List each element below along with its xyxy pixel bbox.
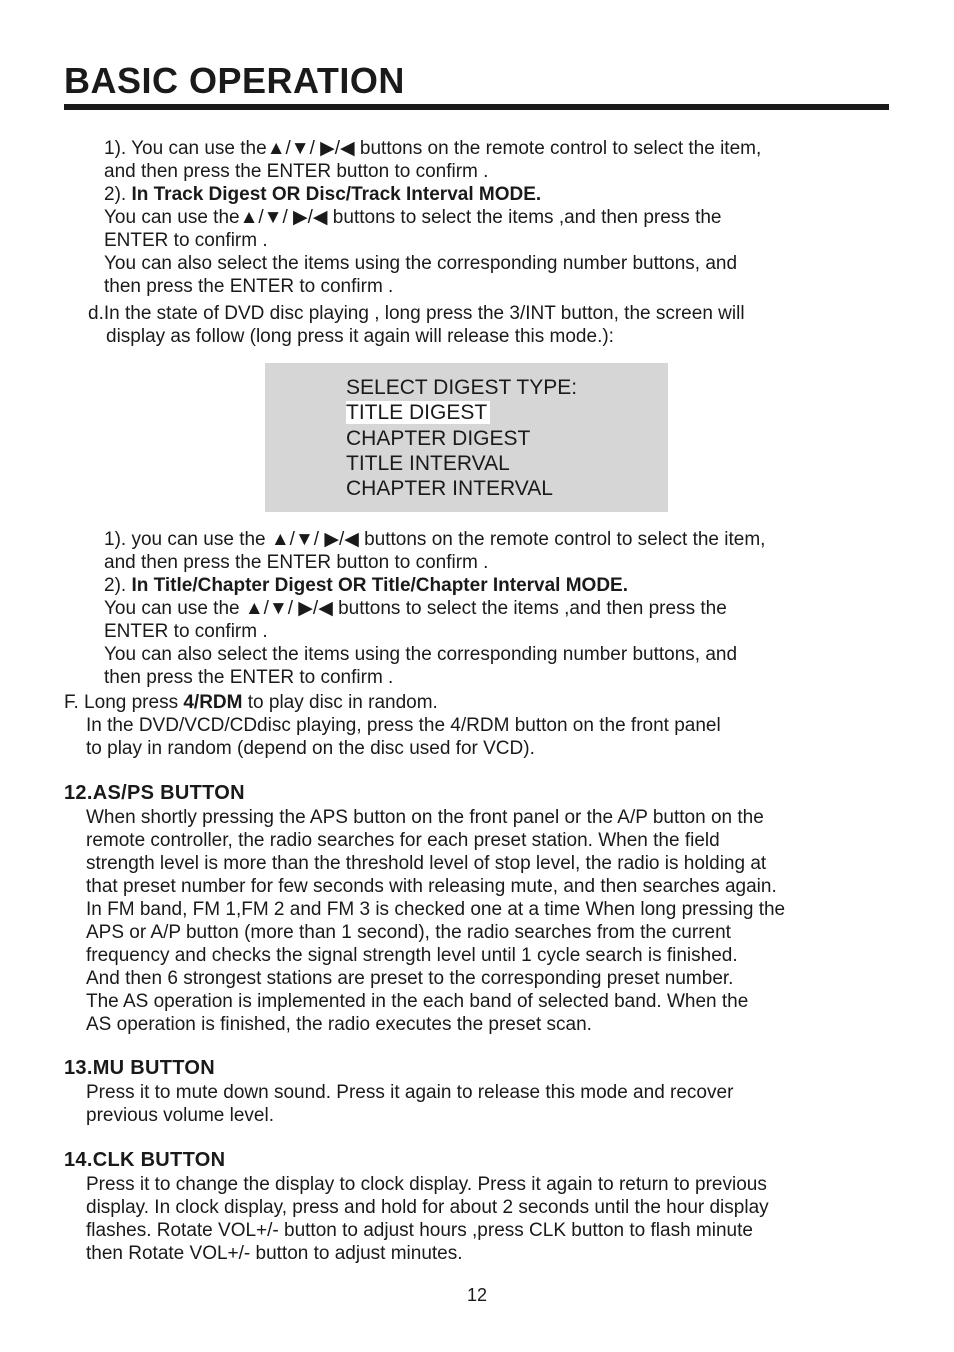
menu-option-chapter-digest[interactable]: CHAPTER DIGEST xyxy=(346,427,531,450)
block2-line-1: 1). you can use the ▲/▼/ ▶/◀ buttons on the remote control to select the item, xyxy=(104,529,766,550)
section-14-line: Press it to change the display to clock display. Press it again to return to previous xyxy=(86,1174,767,1195)
section-12-line: APS or A/P button (more than 1 second), the radio searches from the current xyxy=(86,922,731,943)
section-14-line: then Rotate VOL+/- button to adjust minutes. xyxy=(86,1243,463,1264)
item-f-suffix: to play disc in random. xyxy=(242,692,438,713)
block2-line-4: You can use the ▲/▼/ ▶/◀ buttons to select the items ,and then press the xyxy=(104,598,727,619)
item-f-line-2: In the DVD/VCD/CDdisc playing, press the 4/RDM button on the front panel xyxy=(86,715,721,736)
block2-step-number: 2). xyxy=(104,575,132,596)
section-12-line: that preset number for few seconds with releasing mute, and then searches again. xyxy=(86,876,777,897)
menu-option-label: TITLE DIGEST xyxy=(346,401,490,424)
block2-line-5: ENTER to confirm . xyxy=(104,621,268,642)
block2-line-6: You can also select the items using the corresponding number buttons, and xyxy=(104,644,738,665)
item-d-line-2: display as follow (long press it again will release this mode.): xyxy=(106,326,614,347)
item-f-button-name: 4/RDM xyxy=(183,692,243,713)
block2-line-3 xyxy=(104,574,628,597)
block1-line-2: and then press the ENTER button to confirm . xyxy=(104,161,489,182)
section-12-line: frequency and checks the signal strength level until 1 cycle search is finished. xyxy=(86,945,738,966)
section-12-line: remote controller, the radio searches for each preset station. When the field xyxy=(86,830,720,851)
item-d-line-1: d.In the state of DVD disc playing , long press the 3/INT button, the screen will xyxy=(88,303,745,324)
menu-option-chapter-interval[interactable]: CHAPTER INTERVAL xyxy=(346,477,553,500)
menu-option-title-digest[interactable] xyxy=(346,401,490,425)
menu-option-title-interval[interactable]: TITLE INTERVAL xyxy=(346,452,510,475)
block1-step-number: 2). xyxy=(104,184,132,205)
block1-line-4: You can use the▲/▼/ ▶/◀ buttons to select the items ,and then press the xyxy=(104,207,722,228)
section-12-line: And then 6 strongest stations are preset to the corresponding preset number. xyxy=(86,968,734,989)
block2-mode-title: In Title/Chapter Digest OR Title/Chapter Interval MODE. xyxy=(131,575,629,596)
title-rule xyxy=(64,104,889,110)
section-13-line: Press it to mute down sound. Press it again to release this mode and recover xyxy=(86,1082,734,1103)
item-f-prefix: F. Long press xyxy=(64,692,184,713)
block1-line-6: You can also select the items using the corresponding number buttons, and xyxy=(104,253,738,274)
item-f-line-1 xyxy=(64,691,438,714)
block1-line-1: 1). You can use the▲/▼/ ▶/◀ buttons on the remote control to select the item, xyxy=(104,138,762,159)
item-f-line-3: to play in random (depend on the disc used for VCD). xyxy=(86,738,535,759)
block1-line-5: ENTER to confirm . xyxy=(104,230,268,251)
section-12-line: In FM band, FM 1,FM 2 and FM 3 is checked one at a time When long pressing the xyxy=(86,899,786,920)
section-12-line: strength level is more than the threshold level of stop level, the radio is holding at xyxy=(86,853,767,874)
menu-heading: SELECT DIGEST TYPE: xyxy=(346,376,578,399)
section-14-line: flashes. Rotate VOL+/- button to adjust hours ,press CLK button to flash minute xyxy=(86,1220,753,1241)
block1-line-3 xyxy=(104,183,541,206)
section-12-heading: 12.AS/PS BUTTON xyxy=(64,782,245,804)
section-14-heading: 14.CLK BUTTON xyxy=(64,1149,226,1171)
block1-line-7: then press the ENTER to confirm . xyxy=(104,276,394,297)
section-13-line: previous volume level. xyxy=(86,1105,274,1126)
section-12-line: The AS operation is implemented in the each band of selected band. When the xyxy=(86,991,749,1012)
section-14-line: display. In clock display, press and hold for about 2 seconds until the hour display xyxy=(86,1197,769,1218)
digest-type-menu xyxy=(265,363,668,512)
block2-line-7: then press the ENTER to confirm . xyxy=(104,667,394,688)
block2-line-2: and then press the ENTER button to confirm . xyxy=(104,552,489,573)
section-12-line: When shortly pressing the APS button on the front panel or the A/P button on the xyxy=(86,807,764,828)
page-number: 12 xyxy=(466,1285,488,1305)
section-13-heading: 13.MU BUTTON xyxy=(64,1057,216,1079)
section-12-line: AS operation is finished, the radio executes the preset scan. xyxy=(86,1014,592,1035)
page-title: BASIC OPERATION xyxy=(64,60,405,101)
block1-mode-title: In Track Digest OR Disc/Track Interval MODE. xyxy=(131,184,542,205)
